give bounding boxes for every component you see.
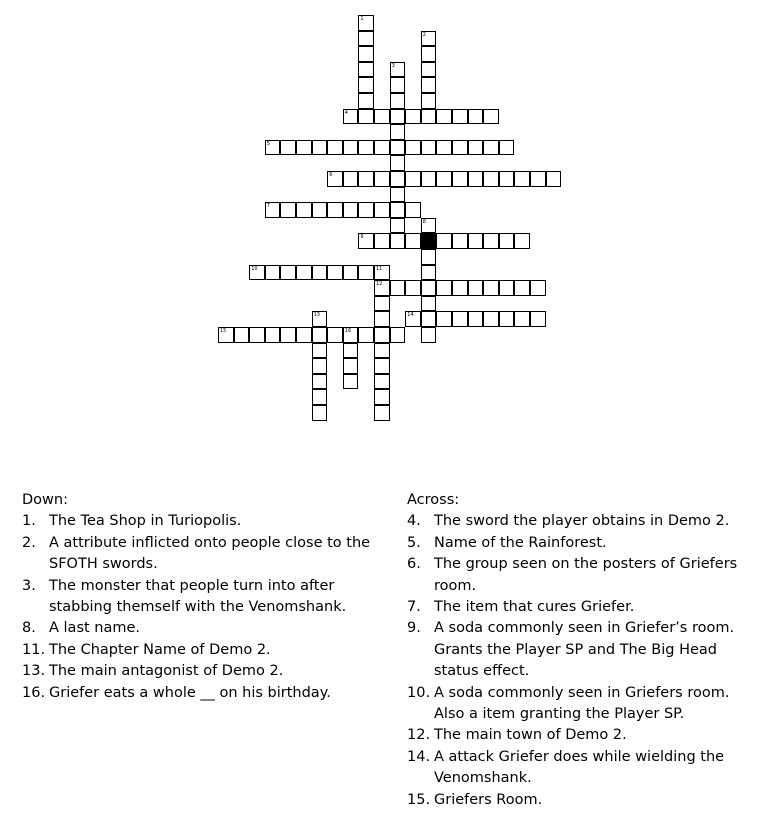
crossword-cell[interactable] [327,140,343,156]
black-cell [421,233,437,249]
crossword-cell[interactable] [468,140,484,156]
across-clue [407,790,742,811]
crossword-cell[interactable] [514,233,530,249]
across-clue [407,683,742,726]
crossword-cell[interactable] [312,374,328,390]
crossword-cell[interactable] [405,109,421,125]
clue-num: 15. [407,791,431,808]
crossword-cell[interactable] [390,280,406,296]
clue-num: 16. [22,684,46,701]
crossword-cell[interactable] [234,327,250,343]
crossword-cell[interactable] [358,46,374,62]
crossword-cell[interactable] [312,358,328,374]
crossword-cell[interactable] [483,233,499,249]
crossword-cell[interactable] [514,311,530,327]
crossword-cell[interactable] [358,327,374,343]
crossword-cell[interactable] [530,171,546,187]
clue-number: 1 [360,16,364,22]
crossword-cell[interactable] [280,265,296,281]
crossword-cell[interactable] [405,171,421,187]
crossword-cell[interactable] [390,77,406,93]
crossword-cell[interactable] [249,327,265,343]
down-clue [22,683,372,704]
crossword-cell[interactable] [358,31,374,47]
crossword-cell[interactable] [358,171,374,187]
crossword-cell[interactable] [312,405,328,421]
crossword-cell[interactable] [468,280,484,296]
crossword-cell[interactable] [374,140,390,156]
crossword-cell[interactable] [374,280,390,296]
crossword-cell[interactable] [468,109,484,125]
crossword-cell[interactable] [514,171,530,187]
down-clues [22,490,372,704]
clue-num: 12. [407,727,431,744]
clue-num: 7. [407,599,421,616]
crossword-cell[interactable] [390,171,406,187]
crossword-cell[interactable] [499,233,515,249]
crossword-cell[interactable] [390,109,406,125]
clue-text: The Chapter Name of Demo 2. [49,641,271,658]
crossword-cell[interactable] [374,311,390,327]
clue-text: A attribute inflicted onto people close to the SFOTH swords. [49,534,371,573]
crossword-cell[interactable] [327,265,343,281]
crossword-cell[interactable] [468,311,484,327]
crossword-cell[interactable] [499,311,515,327]
crossword-cell[interactable] [374,327,390,343]
crossword-cell[interactable] [421,311,437,327]
crossword-cell[interactable] [436,171,452,187]
clue-number: 3 [391,62,395,69]
clue-number: 8 [422,218,426,225]
crossword-cell[interactable] [343,265,359,281]
crossword-cell[interactable] [374,109,390,125]
crossword-cell[interactable] [280,140,296,156]
clue-text: The main antagonist of Demo 2. [49,663,284,680]
down-clue [22,661,372,682]
crossword-cell[interactable] [343,374,359,390]
clue-num: 5. [407,534,421,551]
crossword-cell[interactable] [468,171,484,187]
clue-number: 12 [376,281,383,288]
clue-text: The Tea Shop in Turiopolis. [49,513,242,530]
down-clue-list [22,511,372,704]
crossword-cell[interactable] [265,202,281,218]
clue-text: Griefers Room. [434,791,543,808]
crossword-cell[interactable] [452,140,468,156]
crossword-cell[interactable] [436,233,452,249]
across-clue [407,554,742,597]
crossword-cell[interactable] [312,389,328,405]
crossword-cell[interactable] [514,280,530,296]
clue-number: 10 [251,265,258,272]
down-clue [22,533,372,576]
clue-text: A soda commonly seen in Griefer’s room. Grants the Player SP and The Big Head status effect. [434,620,735,680]
crossword-cell[interactable] [327,171,343,187]
across-clue-list [407,511,742,811]
clue-text: Griefer eats a whole __ on his birthday. [49,684,331,701]
crossword-cell[interactable] [421,249,437,265]
clue-number: 2 [422,31,426,38]
crossword-cell[interactable] [390,93,406,109]
crossword-cell[interactable] [405,140,421,156]
crossword-cell[interactable] [358,265,374,281]
crossword-cell[interactable] [327,327,343,343]
across-clue [407,747,742,790]
clue-number: 14 [407,312,414,319]
crossword-cell[interactable] [374,358,390,374]
clue-num: 10. [407,684,431,701]
crossword-cell[interactable] [468,233,484,249]
crossword-cell[interactable] [374,171,390,187]
crossword-cell[interactable] [265,140,281,156]
crossword-cell[interactable] [436,280,452,296]
down-heading: Down: [22,492,68,508]
clue-text: The group seen on the posters of Griefers room. [434,556,738,594]
clue-num: 8. [22,620,36,637]
crossword-cell[interactable] [280,202,296,218]
crossword-cell[interactable] [421,218,437,234]
across-clue [407,597,742,618]
crossword-cell[interactable] [343,140,359,156]
across-clues [407,490,742,811]
crossword-cell[interactable] [312,202,328,218]
crossword-cell[interactable] [312,311,328,327]
clue-num: 11. [22,641,46,658]
clue-text: The main town of Demo 2. [434,727,627,744]
crossword-cell[interactable] [390,187,406,203]
crossword-cell[interactable] [374,405,390,421]
crossword-cell[interactable] [452,109,468,125]
crossword-cell[interactable] [421,109,437,125]
crossword-cell[interactable] [296,327,312,343]
crossword-cell[interactable] [390,140,406,156]
crossword-cell[interactable] [343,109,359,125]
crossword-cell[interactable] [358,77,374,93]
crossword-cell[interactable] [499,140,515,156]
crossword-cell[interactable] [343,343,359,359]
crossword-cell[interactable] [312,140,328,156]
crossword-cell[interactable] [421,327,437,343]
crossword-cell[interactable] [312,327,328,343]
crossword-cell[interactable] [405,311,421,327]
crossword-cell[interactable] [390,62,406,78]
crossword-cell[interactable] [312,343,328,359]
crossword-cell[interactable] [218,327,234,343]
crossword-cell[interactable] [343,202,359,218]
clue-num: 13. [22,663,46,680]
crossword-cell[interactable] [265,327,281,343]
crossword-cell[interactable] [421,140,437,156]
crossword-cell[interactable] [358,233,374,249]
across-clue [407,725,742,746]
clue-number: 7 [266,203,270,210]
crossword-cell[interactable] [483,109,499,125]
crossword-cell[interactable] [343,171,359,187]
clue-text: The item that cures Griefer. [434,599,635,616]
crossword-cell[interactable] [483,280,499,296]
crossword-cell[interactable] [436,140,452,156]
crossword-cell[interactable] [452,233,468,249]
crossword-cell[interactable] [530,311,546,327]
crossword-cell[interactable] [421,265,437,281]
crossword-cell[interactable] [452,171,468,187]
crossword-cell[interactable] [452,280,468,296]
across-clue [407,511,742,532]
crossword-cell[interactable] [374,343,390,359]
across-clue [407,618,742,682]
across-clue [407,533,742,554]
clue-number: 11 [376,265,383,272]
crossword-cell[interactable] [312,265,328,281]
crossword-cell[interactable] [390,124,406,140]
crossword-cell[interactable] [265,265,281,281]
clue-number: 6 [329,172,333,178]
crossword-cell[interactable] [405,280,421,296]
down-clue [22,576,372,619]
clue-number: 9 [360,234,364,241]
crossword-cell[interactable] [374,202,390,218]
crossword-cell[interactable] [421,280,437,296]
crossword-cell[interactable] [436,311,452,327]
crossword-cell[interactable] [405,233,421,249]
crossword-cell[interactable] [421,62,437,78]
crossword-cell[interactable] [452,311,468,327]
crossword-cell[interactable] [390,218,406,234]
crossword-cell[interactable] [374,296,390,312]
clue-num: 14. [407,748,431,765]
clue-text: A last name. [49,620,141,637]
crossword-cell[interactable] [358,202,374,218]
crossword-cell[interactable] [499,171,515,187]
crossword-cell[interactable] [374,233,390,249]
crossword-cell[interactable] [296,265,312,281]
crossword-cell[interactable] [358,15,374,31]
crossword-cell[interactable] [327,202,343,218]
clue-number: 16 [344,328,352,334]
crossword-cell[interactable] [374,389,390,405]
clue-number: 4 [344,109,348,116]
clue-text: Name of the Rainforest. [434,534,607,551]
crossword-cell[interactable] [296,202,312,218]
crossword-cell[interactable] [358,109,374,125]
crossword-cell[interactable] [280,327,296,343]
crossword-cell[interactable] [483,140,499,156]
clue-num: 4. [407,513,421,530]
crossword-cell[interactable] [249,265,265,281]
crossword-cell[interactable] [405,202,421,218]
crossword-cell[interactable] [343,327,359,343]
clue-num: 2. [22,534,36,551]
crossword-cell[interactable] [421,46,437,62]
clue-number: 5 [266,140,270,147]
crossword-cell[interactable] [358,62,374,78]
clue-text: A attack Griefer does while wielding the Venomshank. [434,748,725,787]
clue-text: The monster that people turn into after stabbing themself with the Venomshank. [49,577,347,616]
crossword-cell[interactable] [421,171,437,187]
clue-number: 15 [220,328,227,334]
down-clue [22,640,372,661]
down-clue [22,618,372,639]
clue-text: The sword the player obtains in Demo 2. [434,513,730,530]
crossword-cell[interactable] [374,374,390,390]
down-clue [22,511,372,532]
clue-num: 1. [22,513,36,530]
crossword-cell[interactable] [374,265,390,281]
crossword-cell[interactable] [421,31,437,47]
clue-number: 13 [313,312,320,319]
crossword-cell[interactable] [483,311,499,327]
crossword-cell[interactable] [390,202,406,218]
clue-text: A soda commonly seen in Griefers room. Also a item granting the Player SP. [434,684,730,723]
crossword-cell[interactable] [343,358,359,374]
crossword-cell[interactable] [530,280,546,296]
across-heading: Across: [407,492,460,508]
clue-num: 6. [407,556,421,573]
clue-num: 9. [407,620,421,637]
crossword-cell[interactable] [483,171,499,187]
crossword-cell[interactable] [499,280,515,296]
crossword-cell[interactable] [436,109,452,125]
crossword-cell[interactable] [390,233,406,249]
crossword-cell[interactable] [296,140,312,156]
crossword-cell[interactable] [390,327,406,343]
crossword-cell[interactable] [421,77,437,93]
clue-num: 3. [22,577,36,594]
crossword-cell[interactable] [358,140,374,156]
crossword-cell[interactable] [421,93,437,109]
crossword-cell[interactable] [358,93,374,109]
crossword-cell[interactable] [390,155,406,171]
crossword-cell[interactable] [421,296,437,312]
crossword-cell[interactable] [546,171,562,187]
